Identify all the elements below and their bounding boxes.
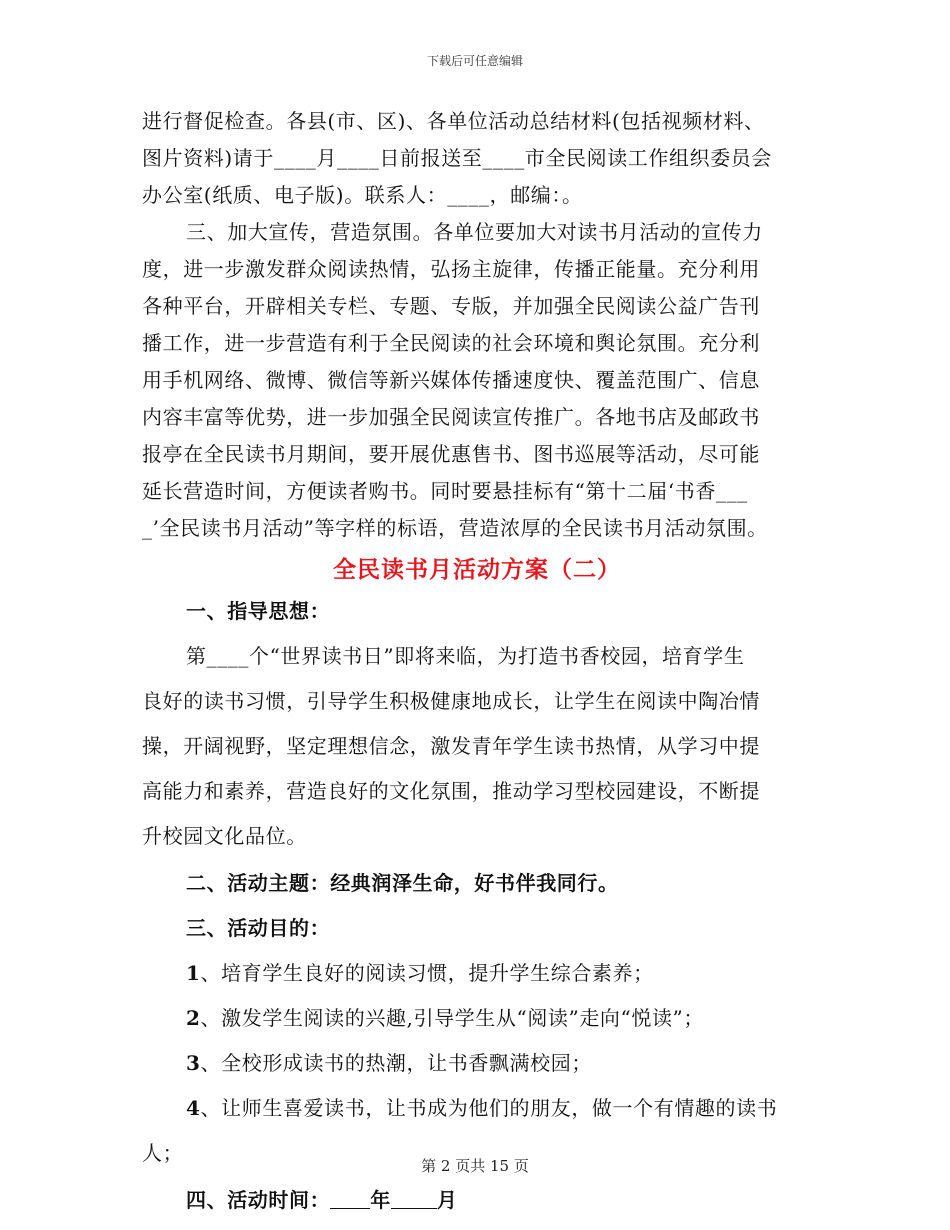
goal-item [142, 1045, 822, 1082]
goal-text: 、全校形成读书的热潮，让书香飘满校园； [200, 1051, 592, 1075]
goal-number: 3 [186, 1051, 201, 1075]
goal-number: 2 [186, 1006, 201, 1030]
document-body [142, 103, 822, 1219]
goal-item [142, 1000, 822, 1037]
text-line: 办公室(纸质、电子版)。联系人：____，邮编：。 [142, 183, 583, 207]
text-line: 升校园文化品位。 [142, 824, 307, 848]
text-line: 报亭在全民读书月期间，要开展优惠售书、图书巡展等活动，尽可能 [142, 442, 760, 466]
text-line: 延长营造时间，方便读者购书。同时要悬挂标有“第十二届‘书香___ [142, 479, 748, 503]
page-number: 第 2 页共 15 页 [421, 1157, 529, 1175]
text-line: 内容丰富等优势，进一步加强全民阅读宣传推广。各地书店及邮政书 [142, 405, 760, 429]
text-line: 图片资料)请于____月____日前报送至____市全民阅读工作组织委员会 [142, 146, 773, 170]
goal-item [142, 955, 822, 992]
text-line: 播工作，进一步营造有利于全民阅读的社会环境和舆论氛围。充分利 [142, 331, 760, 355]
text-line: _’全民读书月活动”等字样的标语，营造浓厚的全民读书月活动氛围。 [142, 516, 768, 540]
text-line: 进行督促检查。各县(市、区)、各单位活动总结材料(包括视频材料、 [142, 109, 765, 133]
goal-number: 1 [186, 961, 201, 985]
text-line: 高能力和素养，营造良好的文化氛围，推动学习型校园建设，不断提 [142, 779, 760, 803]
year-label: 年 [370, 1188, 391, 1212]
page-header-note: 下载后可任意编辑 [426, 54, 523, 68]
heading-guiding-ideology: 一、指导思想： [186, 599, 331, 623]
paragraph-start-line: 第____个“世界读书日”即将来临，为打造书香校园，培育学生 [186, 644, 745, 668]
text-line: 各种平台，开辟相关专栏、专题、专版，并加强全民阅读公益广告刊 [142, 294, 760, 318]
text-line: 度，进一步激发群众阅读热情，弘扬主旋律，传播正能量。充分利用 [142, 257, 760, 281]
goal-number: 4 [186, 1096, 201, 1120]
goal-text: 、让师生喜爱读书，让书成为他们的朋友，做一个有情趣的读书 [200, 1096, 778, 1120]
goal-text: 、培育学生良好的阅读习惯，提升学生综合素养； [200, 961, 654, 985]
goal-item [142, 1090, 822, 1127]
goal-text: 、激发学生阅读的兴趣,引导学生从“阅读”走向“悦读”； [200, 1006, 704, 1030]
heading-activity-time [142, 1182, 822, 1219]
text-line: 人； [142, 1141, 184, 1165]
heading-activity-purpose: 三、活动目的： [186, 916, 331, 940]
blank-underline [391, 1188, 437, 1209]
heading-label: 四、活动时间： [186, 1188, 331, 1212]
section-title: 全民读书月活动方案（二） [333, 556, 621, 583]
blank-underline [330, 1188, 370, 1209]
paragraph-start-line: 三、加大宣传，营造氛围。各单位要加大对读书月活动的宣传力 [186, 220, 763, 244]
heading-activity-theme: 二、活动主题：经典润泽生命，好书伴我同行。 [186, 871, 619, 895]
text-line: 操，开阔视野，坚定理想信念，激发青年学生读书热情，从学习中提 [142, 734, 760, 758]
month-label: 月 [436, 1188, 458, 1212]
text-line: 用手机网络、微博、微信等新兴媒体传播速度快、覆盖范围广、信息 [142, 368, 760, 392]
text-line: 良好的读书习惯，引导学生积极健康地成长，让学生在阅读中陶冶情 [142, 689, 760, 713]
